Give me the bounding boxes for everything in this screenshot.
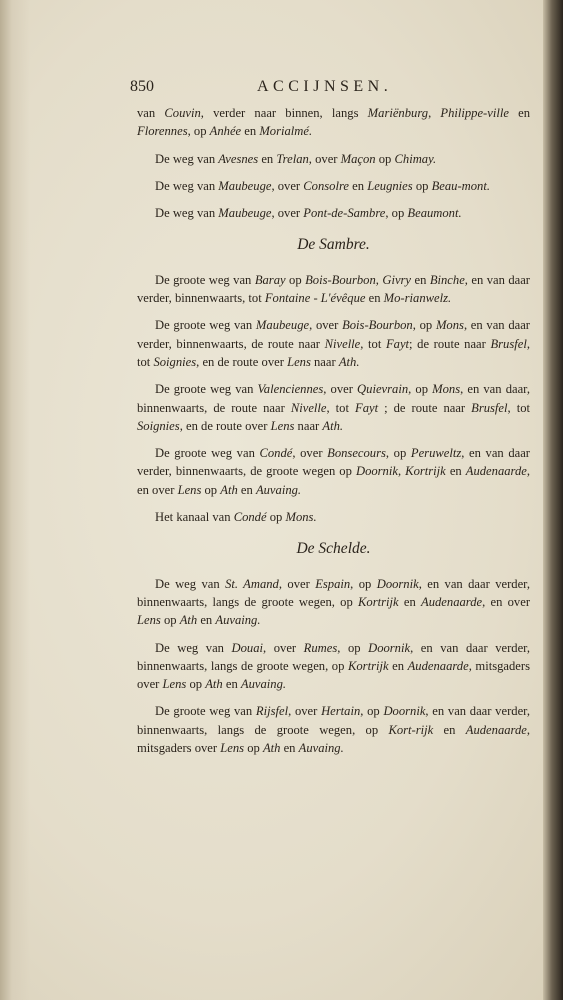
place-name: Hertain [321, 704, 361, 719]
place-name: Kortrijk [405, 464, 446, 479]
text-run: en [237, 482, 256, 497]
text-run: De groote weg van [155, 272, 255, 287]
place-name: Soignies [153, 354, 197, 369]
place-name: Avesnes [218, 151, 259, 166]
text-run: , mitsgaders over [137, 658, 530, 692]
place-name: Baray [254, 272, 286, 287]
book-gutter [543, 0, 563, 1000]
text-block [130, 78, 531, 766]
text-run: naar [294, 418, 323, 433]
text-run: en [258, 151, 277, 166]
paragraph [137, 104, 530, 141]
place-name: Anhée [209, 124, 242, 139]
place-name: Maubeuge [218, 178, 272, 193]
place-name: Florennes [137, 124, 188, 139]
text-run: De groote weg van [155, 318, 256, 333]
text-run: , over [292, 446, 328, 461]
place-name: Ath. [338, 354, 360, 369]
place-name: Mons [432, 382, 461, 397]
place-name: Rumes [303, 640, 338, 655]
text-run: De weg van [155, 178, 219, 193]
text-run: , op [385, 446, 411, 461]
text-run: , over [263, 640, 304, 655]
text-run: en [411, 272, 430, 287]
text-run: , op [385, 206, 408, 221]
text-run: , en over [482, 594, 531, 609]
text-run: , over [271, 206, 304, 221]
place-name: Auvaing. [240, 677, 287, 692]
place-name: Auvaing. [255, 482, 302, 497]
text-run: , op [360, 704, 384, 719]
place-name: Doornik [376, 576, 419, 591]
text-run: , tot [137, 336, 530, 369]
paragraph [137, 508, 530, 526]
place-name: Kortrijk [347, 658, 389, 673]
place-name: Couvin [164, 106, 201, 120]
text-run: , over [308, 151, 341, 166]
place-name: Lens [177, 482, 202, 497]
paragraph [137, 177, 530, 195]
text-run: en [433, 722, 466, 737]
place-name: Quievrain [357, 382, 409, 397]
place-name: Bois-Bourbon [342, 318, 413, 333]
place-name: Ath [220, 482, 238, 497]
place-name: Brusfel [471, 400, 508, 415]
text-run: , en van daar, binnenwaarts, de route naar [137, 382, 531, 415]
text-run: , over [288, 704, 322, 719]
place-name: Auvaing. [215, 613, 261, 628]
place-name: Audenaarde [421, 594, 483, 609]
place-name: Kort-rijk [388, 722, 434, 737]
text-run: Het kanaal van [155, 510, 234, 525]
page-body [137, 104, 530, 757]
text-run: en [197, 613, 216, 628]
place-name: Lens [162, 677, 187, 692]
paragraph [137, 316, 530, 371]
text-run: op [244, 741, 263, 756]
place-name: Valenciennes [257, 382, 324, 397]
place-name: Audenaarde [465, 722, 527, 737]
text-run: , [375, 272, 383, 287]
running-title: ACCIJNSEN. [257, 78, 393, 95]
text-run: , en van daar verder, binnenwaarts, langs de groote wegen, op [137, 576, 530, 609]
text-run: , tot [360, 336, 386, 351]
text-run: , over [323, 382, 358, 397]
text-run: op [375, 151, 395, 166]
text-run: , en van daar verder, binnenwaarts, tot [137, 272, 531, 306]
text-run: op [160, 613, 180, 628]
paragraph [137, 271, 530, 308]
place-name: Philippe-ville [440, 106, 509, 120]
text-run: , over [309, 318, 343, 333]
place-name: Peruweltz [410, 446, 462, 461]
place-name: Nivelle [290, 400, 327, 415]
place-name: Brusfel [490, 336, 527, 351]
place-name: Fayt [355, 400, 379, 415]
text-run: ; de route naar [378, 400, 472, 415]
place-name: Kortrijk [358, 594, 399, 609]
running-head [130, 78, 530, 104]
place-name: Mons [435, 318, 464, 333]
place-name: Lens [287, 354, 311, 369]
text-run: , over [278, 576, 316, 591]
text-run: van [137, 106, 165, 120]
place-name: Binche [429, 272, 465, 287]
text-run: , op [337, 640, 369, 655]
text-run: op [285, 272, 306, 287]
text-run: , op [408, 382, 433, 397]
text-run: op [201, 482, 221, 497]
place-name: Maubeuge [255, 318, 310, 333]
paragraph [137, 639, 530, 694]
place-name: Mo-rianwelz. [383, 291, 452, 306]
paragraph [137, 575, 530, 630]
place-name: Chimay. [394, 151, 437, 166]
text-run: , verder naar binnen, langs [200, 106, 368, 120]
place-name: Doornik [383, 704, 426, 719]
place-name: Beaumont. [407, 206, 462, 221]
place-name: St. Amand [225, 576, 279, 591]
text-run: De weg van [155, 576, 226, 591]
text-run: De groote weg van [155, 382, 258, 397]
place-name: Mariënburg [367, 106, 429, 120]
place-name: Ath. [322, 418, 344, 433]
place-name: Leugnies [367, 178, 413, 193]
place-name: Lens [220, 741, 245, 756]
place-name: Ath [205, 677, 223, 692]
text-run: naar [310, 354, 339, 369]
text-run: , en van daar verder, binnenwaarts, langs de groote wegen, op [137, 704, 530, 737]
text-run: op [266, 510, 286, 525]
place-name: Ath [262, 741, 281, 756]
text-run: op [186, 677, 206, 692]
place-name: Pont-de-Sambre [303, 206, 386, 221]
place-name: Bois-Bourbon [305, 272, 376, 287]
text-run: De weg van [155, 151, 219, 166]
text-run: en [388, 658, 408, 673]
text-run: , en de route over [196, 354, 288, 369]
paragraph [137, 702, 530, 757]
place-name: Ath [179, 613, 198, 628]
text-run: , over [271, 178, 304, 193]
text-run: , [397, 464, 406, 479]
text-run: , op [350, 576, 377, 591]
text-run: en [365, 291, 384, 306]
paragraph [137, 150, 530, 168]
place-name: Nivelle [324, 336, 361, 351]
place-name: Espain [315, 576, 351, 591]
place-name: Douai [231, 640, 264, 655]
place-name: Soignies [137, 418, 180, 433]
section-heading: De Schelde. [296, 540, 371, 558]
place-name: Rijsfel [255, 704, 289, 719]
text-run: , en van daar verder, binnenwaarts, langs de groote wegen, op [137, 640, 530, 673]
place-name: Trelan [276, 151, 309, 166]
text-run: en [398, 594, 422, 609]
place-name: Auvaing. [298, 741, 344, 756]
place-name: Mons. [285, 510, 317, 525]
place-name: Audenaarde [465, 464, 527, 479]
place-name: Audenaarde [407, 658, 469, 673]
text-run: , tot [326, 400, 355, 415]
place-name: Condé [233, 510, 267, 525]
place-name: Maçon [340, 151, 376, 166]
paragraph [137, 204, 530, 222]
text-run: De groote weg van [155, 446, 260, 461]
text-run: , en de route over [179, 418, 271, 433]
text-run: , mitsgaders over [137, 722, 531, 756]
place-name: Morialmé. [259, 124, 313, 139]
place-name: Givry [382, 272, 412, 287]
text-run: en [280, 741, 299, 756]
text-run: en [349, 178, 368, 193]
text-run: , op [412, 318, 436, 333]
text-run: ; de route naar [409, 336, 491, 351]
section-heading: De Sambre. [297, 236, 370, 254]
place-name: Fontaine - L'évêque [264, 291, 366, 306]
text-run: De groote weg van [155, 704, 256, 719]
text-run: , en over [137, 464, 531, 497]
place-name: Doornik [355, 464, 398, 479]
page-edge-shadow [0, 0, 30, 1000]
text-run: en [241, 124, 260, 139]
text-run: op [412, 178, 432, 193]
text-run: , en van daar verder, binnenwaarts, de route naar [137, 318, 530, 351]
text-run: , en van daar verder, binnenwaarts, de groote wegen op [137, 446, 530, 479]
paragraph [137, 444, 530, 499]
text-run: , op [187, 124, 210, 139]
text-run: De weg van [155, 206, 219, 221]
place-name: Bonsecours [327, 446, 386, 461]
text-run: en [508, 106, 531, 120]
text-run: en [445, 464, 466, 479]
text-run: en [222, 677, 241, 692]
text-run: De weg van [155, 640, 232, 655]
place-name: Consolre [303, 178, 349, 193]
page-number: 850 [130, 78, 154, 95]
text-run: , tot [507, 400, 530, 415]
paragraph [137, 380, 530, 435]
place-name: Condé [259, 446, 293, 461]
place-name: Maubeuge [218, 206, 272, 221]
place-name: Lens [270, 418, 295, 433]
place-name: Fayt [385, 336, 410, 351]
text-run: , [428, 106, 441, 120]
place-name: Beau-mont. [431, 178, 490, 193]
place-name: Doornik [368, 640, 411, 655]
place-name: Lens [137, 613, 161, 628]
